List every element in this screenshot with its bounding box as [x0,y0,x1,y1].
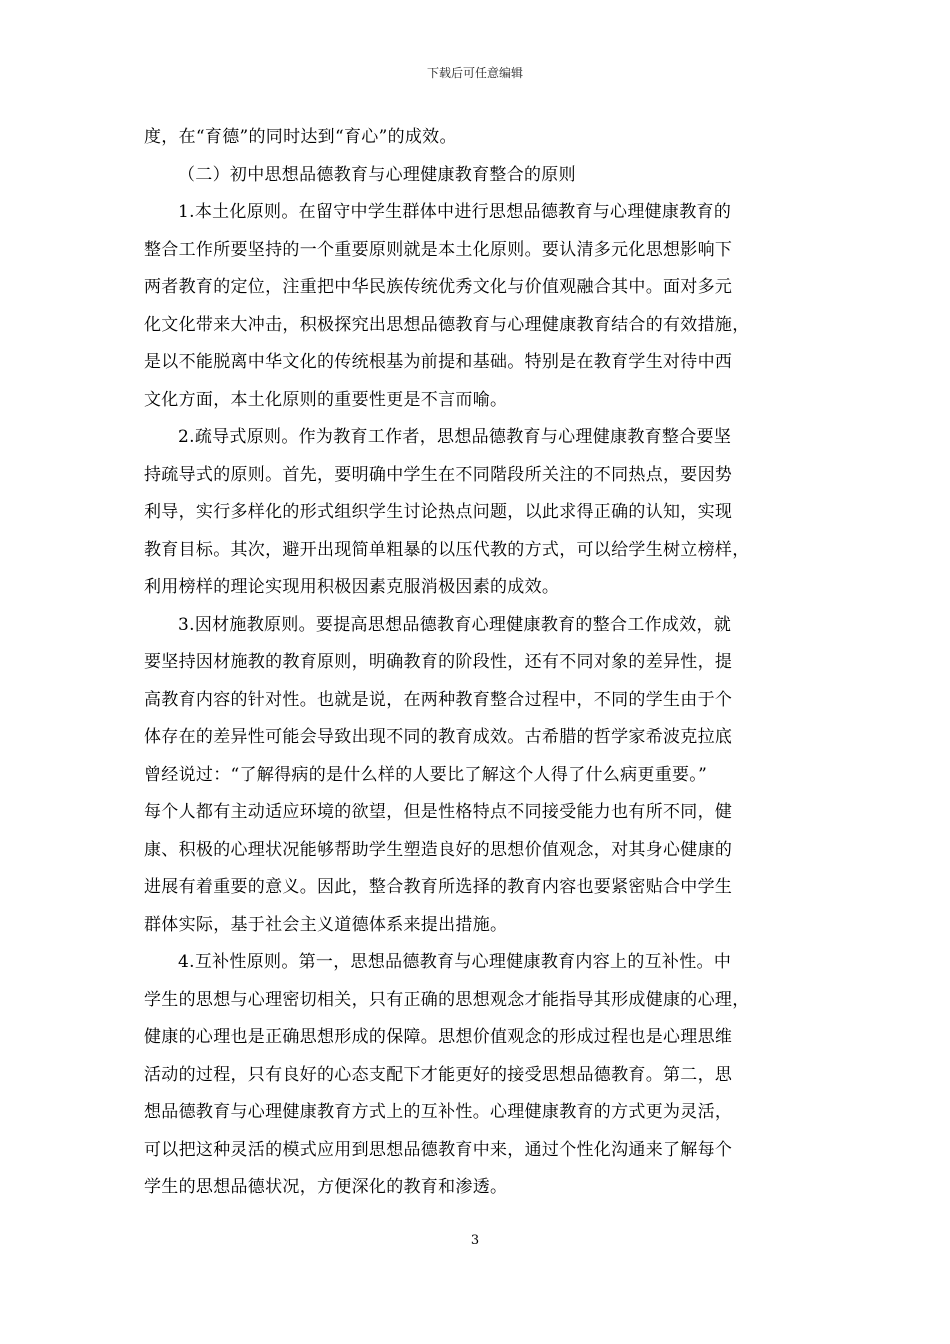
text-line: 文化方面，本土化原则的重要性更是不言而喻。 [144,389,508,410]
text-line: 持疏导式的原则。首先，要明确中学生在不同階段所关注的不同热点，要因势 [144,464,733,485]
document-body [144,119,812,1207]
text-line: 体存在的差异性可能会导致出现不同的教育成效。古希腊的哲学家希波克拉底 [144,727,733,747]
text-line: 化文化带来大冲击，积极探究出思想品德教育与心理健康教育结合的有效措施， [144,314,750,335]
text-line: 教育目标。其次，避开出现简单粗暴的以压代教的方式，可以给学生树立榜样， [144,539,750,560]
page-number: 3 [470,1233,480,1248]
text-line: 学生的思想品德状况，方便深化的教育和渗透。 [144,1177,508,1197]
text-line: 2.疏导式原则。作为教育工作者，思想品德教育与心理健康教育整合要坚 [178,427,732,447]
text-line: 可以把这种灵活的模式应用到思想品德教育中来，通过个性化沟通来了解每个 [144,1139,733,1160]
text-line: 康、积极的心理状况能够帮助学生塑造良好的思想价值观念，对其身心健康的 [144,839,733,860]
text-line: 每个人都有主动适应环境的欲望，但是性格特点不同接受能力也有所不同，健 [144,802,733,822]
text-line: 群体实际，基于社会主义道德体系来提出措施。 [144,914,508,935]
text-line: 是以不能脱离中华文化的传统根基为前提和基础。特别是在教育学生对待中西 [144,352,733,372]
text-line: 活动的过程，只有良好的心态支配下才能更好的接受思想品德教育。第二，思 [144,1064,733,1085]
text-line: 曾经说过：“了解得病的是什么样的人要比了解这个人得了什么病更重要。” [144,764,708,785]
text-line: 度，在“育德”的同时达到“育心”的成效。 [144,127,457,147]
text-line: 高教育内容的针对性。也就是说，在两种教育整合过程中，不同的学生由于个 [144,689,733,710]
text-line: 3.因材施教原则。要提高思想品德教育心理健康教育的整合工作成效，就 [178,614,732,635]
text-line: 两者教育的定位，注重把中华民族传统优秀文化与价值观融合其中。面对多元 [144,277,733,297]
text-line: 利导，实行多样化的形式组织学生讨论热点问题，以此求得正确的认知，实现 [144,502,733,522]
text-line: 4.互补性原则。第一，思想品德教育与心理健康教育内容上的互补性。中 [178,952,732,972]
page-header: 下载后可任意编辑 [426,66,523,80]
text-line: 学生的思想与心理密切相关，只有正确的思想观念才能指导其形成健康的心理， [144,989,750,1010]
text-line: 1.本土化原则。在留守中学生群体中进行思想品德教育与心理健康教育的 [178,202,732,222]
text-line: 利用榜样的理论实现用积极因素克服消极因素的成效。 [144,577,560,597]
section-heading: （二）初中思想品德教育与心理健康教育整合的原则 [178,164,576,185]
text-line: 健康的心理也是正确思想形成的保障。思想价值观念的形成过程也是心理思维 [144,1027,733,1047]
text-line: 想品德教育与心理健康教育方式上的互补性。心理健康教育的方式更为灵活， [144,1102,733,1122]
text-line: 进展有着重要的意义。因此，整合教育所选择的教育内容也要紧密贴合中学生 [144,877,733,897]
text-line: 整合工作所要坚持的一个重要原则就是本土化原则。要认清多元化思想影响下 [144,239,733,260]
text-line: 要坚持因材施教的教育原则，明确教育的阶段性，还有不同对象的差异性，提 [144,652,733,672]
